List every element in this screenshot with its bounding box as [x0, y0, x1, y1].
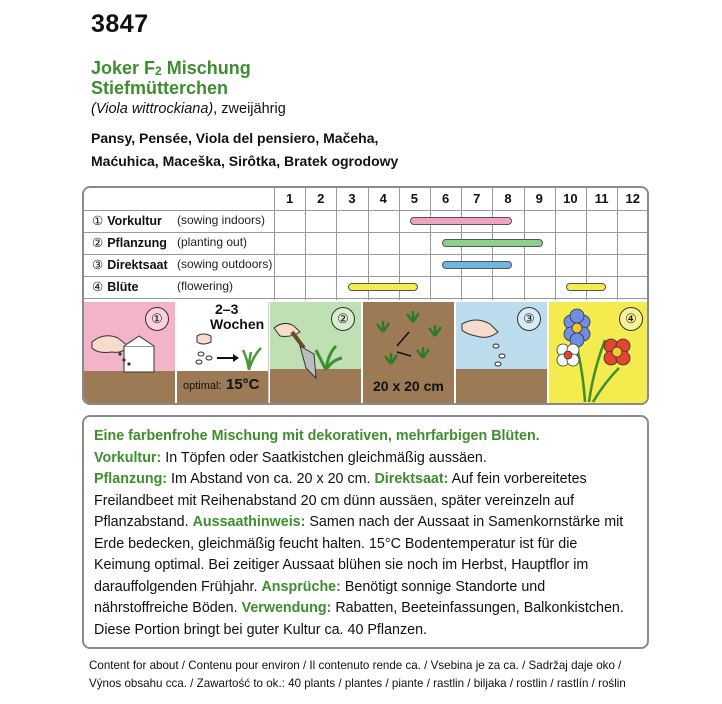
month-header-9: 9 — [535, 191, 543, 206]
common-names-line1: Pansy, Pensée, Viola del pensiero, Mačeha, — [91, 130, 379, 146]
calendar-row-sublabel: (flowering) — [177, 279, 234, 293]
calendar-bar — [566, 283, 605, 291]
latin-name-italic: (Viola wittrockiana) — [91, 101, 214, 117]
calendar-row-sublabel: (sowing indoors) — [177, 213, 266, 227]
grid-hline — [84, 298, 647, 299]
calendar-row-label — [92, 235, 167, 250]
verwendung-label: Verwendung: — [241, 600, 332, 616]
calendar-row-2 — [84, 232, 647, 252]
month-header-2: 2 — [317, 191, 325, 206]
panel-germination — [177, 302, 269, 405]
product-subtitle: Stiefmütterchen — [91, 78, 229, 98]
title-main: Joker F — [91, 58, 156, 78]
month-header-7: 7 — [473, 191, 481, 206]
germination-weeks-label: Wochen — [210, 316, 265, 332]
row-label-text: Direktsaat — [107, 258, 168, 272]
step-badge-4: ④ — [619, 307, 643, 331]
panel-sowing-outdoors — [456, 302, 548, 405]
calendar-bar — [410, 217, 512, 225]
panel-sowing-indoors — [84, 302, 176, 405]
grid-vline — [648, 188, 649, 300]
description-body — [94, 448, 637, 642]
aussaat-text: Samen nach der Aussaat in Samenkornstärke mit Erde bedecken, gleichmäßig feucht halten. 15°C Bodentemperatur ist für die Keimung optimal. Bei zeitiger Aussaat blühen sie noch im Herbst, Hauptflor im darauffolgenden Frühjahr. — [94, 514, 624, 595]
pflanzung-text: Im Abstand von ca. 20 x 20 cm. — [167, 471, 375, 487]
calendar-row-label — [92, 279, 138, 294]
month-header-11: 11 — [594, 191, 609, 206]
month-header-3: 3 — [348, 191, 356, 206]
calendar-row-4 — [84, 276, 647, 296]
sowing-calendar — [82, 186, 649, 405]
panel-flowering — [549, 302, 649, 405]
row-label-text: Blüte — [107, 280, 139, 294]
product-number: 3847 — [91, 10, 149, 38]
product-title — [91, 58, 251, 79]
month-header-1: 1 — [285, 191, 294, 206]
row-label-text: Vorkultur — [107, 214, 162, 228]
plant-spacing-label: 20 x 20 cm — [373, 378, 444, 394]
step-badge-1: ① — [145, 307, 169, 331]
pflanzung-label: Pflanzung: — [94, 471, 168, 487]
calendar-row-label — [92, 213, 162, 228]
panel-planting-out — [270, 302, 362, 405]
latin-suffix: , zweijährig — [213, 101, 286, 117]
row-symbol: ④ — [92, 280, 104, 294]
calendar-row-sublabel: (planting out) — [177, 235, 248, 249]
month-header-6: 6 — [441, 191, 450, 206]
direktsaat-label: Direktsaat: — [374, 471, 449, 487]
seed-to-seedling-icon — [177, 332, 269, 372]
row-label-text: Pflanzung — [107, 236, 167, 250]
step-badge-3: ③ — [517, 307, 541, 331]
aussaat-label: Aussaathinweis: — [192, 514, 306, 530]
step-badge-2: ② — [331, 307, 355, 331]
row-symbol: ① — [92, 214, 104, 228]
month-header-8: 8 — [504, 191, 512, 206]
vorkultur-text: In Töpfen oder Saatkistchen gleichmäßig aussäen. — [161, 449, 487, 466]
row-symbol: ② — [92, 236, 104, 250]
ansprueche-text: Benötigt sonnige Standorte und nährstoffreiche Böden. — [94, 578, 546, 616]
direktsaat-text: Auf fein vorbereitetes Freilandbeet mit Reihenabstand 20 cm dünn aussäen, später vereinzeln auf Pflanzabstand. — [94, 471, 587, 530]
month-header-5: 5 — [410, 191, 418, 206]
panel-spacing — [363, 302, 455, 405]
footer-content-line2: Výnos obsahu cca. / Zawartość to ok.: 40 plants / plantes / piante / rastlin / biljaka / rostlin / rastlín / roślin — [89, 677, 626, 690]
calendar-bar — [348, 283, 418, 291]
germination-weeks: 2–3 — [215, 302, 239, 317]
row-symbol: ③ — [92, 258, 104, 272]
title-rest: Mischung — [161, 58, 251, 78]
month-header-12: 12 — [625, 191, 641, 206]
description-box — [82, 415, 649, 649]
ansprueche-label: Ansprüche: — [261, 578, 341, 595]
common-names-line2: Maćuhica, Maceška, Sirôtka, Bratek ogrodowy — [91, 153, 399, 169]
calendar-row-1 — [84, 210, 647, 230]
calendar-bar — [442, 239, 544, 247]
vorkultur-label: Vorkultur: — [94, 449, 162, 466]
footer-content-line1: Content for about / Contenu pour environ / Il contenuto rende ca. / Vsebina je za ca. / Sadržaj daje oko / — [89, 659, 622, 672]
optimal-temp-label: optimal: — [183, 380, 222, 392]
title-subscript: 2 — [155, 64, 162, 78]
calendar-row-3 — [84, 254, 647, 274]
calendar-bar — [442, 261, 512, 269]
calendar-row-label — [92, 257, 168, 272]
description-headline: Eine farbenfrohe Mischung mit dekorativen, mehrfarbigen Blüten. — [94, 428, 540, 444]
verwendung-text: Rabatten, Beeteinfassungen, Balkonkistchen. Diese Portion bringt bei guter Kultur ca. 40 Pflanzen. — [94, 600, 624, 638]
latin-name — [91, 101, 286, 117]
month-header-4: 4 — [379, 191, 387, 206]
calendar-row-sublabel: (sowing outdoors) — [177, 257, 273, 271]
month-header-10: 10 — [563, 191, 578, 206]
optimal-temp-value: 15°C — [226, 376, 260, 393]
